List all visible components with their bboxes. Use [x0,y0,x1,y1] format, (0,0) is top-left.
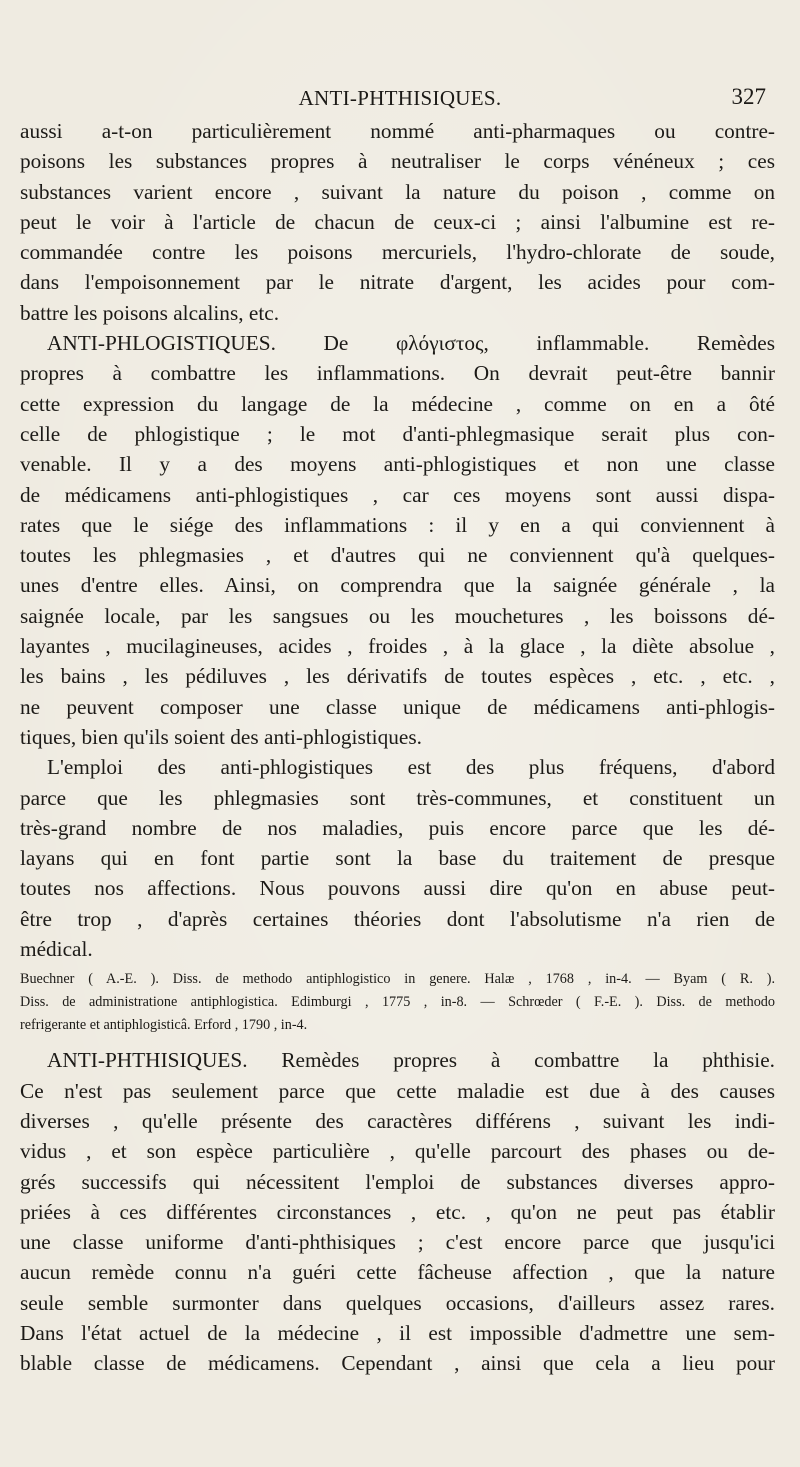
reference-line: Buechner ( A.-E. ). Diss. de methodo antiphlogistico in genere. Halæ , 1768 , in-4. — Byam ( R. ). [20,971,775,988]
entry-anti-phthisiques [20,1045,775,1378]
bibliography-references [20,968,775,1037]
page-number: 327 [731,84,766,109]
text-line: layantes , mucilagineuses, acides , froides , à la glace , la diète absolue , [20,634,775,659]
text-line: priées à ces différentes circonstances , etc. , qu'on ne peut pas établir [20,1199,775,1224]
text-line: poisons les substances propres à neutraliser le corps vénéneux ; ces [20,149,775,174]
text-line: cette expression du langage de la médecine , comme on en a ôté [20,391,775,416]
text-line: de médicamens anti-phlogistiques , car ces moyens sont aussi dispa- [20,482,775,507]
paragraph-antidotes-continued [20,116,775,328]
text-line: dans l'empoisonnement par le nitrate d'argent, les acides pour com- [20,270,775,295]
reference-line: refrigerante et antiphlogisticâ. Erford , 1790 , in-4. [20,1017,308,1034]
entry-anti-phlogistiques [20,328,775,752]
text-line: toutes les phlegmasies , et d'autres qui ne conviennent qu'à quelques- [20,543,775,568]
text-line: être trop , d'après certaines théories dont l'absolutisme n'a rien de [20,906,775,931]
text-line: les bains , les pédiluves , les dérivatifs de toutes espèces , etc. , etc. , [20,664,775,689]
text-line: layans qui en font partie sont la base du traitement de presque [20,846,775,871]
text-line: unes d'entre elles. Ainsi, on comprendra que la saignée générale , la [20,573,775,598]
text-line: substances varient encore , suivant la nature du poison , comme on [20,179,775,204]
text-line: aussi a-t-on particulièrement nommé anti-pharmaques ou contre- [20,119,775,143]
entry-heading-line: ANTI-PHLOGISTIQUES. De φλόγιστος, inflammable. Remèdes [47,331,775,356]
entry-heading-line: ANTI-PHTHISIQUES. Remèdes propres à combattre la phthisie. [47,1048,775,1073]
text-line: très-grand nombre de nos maladies, puis encore parce que les dé- [20,815,775,840]
text-line: vidus , et son espèce particulière , qu'elle parcourt des phases ou de- [20,1139,775,1164]
text-line: rates que le siége des inflammations : il y en a qui conviennent à [20,512,775,537]
text-line: toutes nos affections. Nous pouvons aussi dire qu'on en abuse peut- [20,876,775,901]
text-line: blable classe de médicamens. Cependant , ainsi que cela a lieu pour [20,1351,775,1376]
reference-line: Diss. de administratione antiphlogistica. Edimburgi , 1775 , in-8. — Schrœder ( F.-E. ). Diss. de methodo [20,994,775,1011]
paragraph-anti-phlogistiques-usage [20,752,775,964]
text-line: L'emploi des anti-phlogistiques est des plus fréquens, d'abord [47,755,775,780]
text-line: parce que les phlegmasies sont très-communes, et constituent un [20,785,775,810]
text-line: aucun remède connu n'a guéri cette fâcheuse affection , que la nature [20,1260,775,1285]
text-line: Dans l'état actuel de la médecine , il est impossible d'admettre une sem- [20,1320,775,1345]
text-line: propres à combattre les inflammations. On devrait peut-être bannir [20,361,775,386]
text-line: grés successifs qui nécessitent l'emploi de substances diverses appro- [20,1169,775,1194]
text-line: peut le voir à l'article de chacun de ceux-ci ; ainsi l'albumine est re- [20,209,775,234]
text-line: diverses , qu'elle présente des caractères différens , suivant les indi- [20,1108,775,1133]
body-text [20,116,775,1379]
text-line: seule semble surmonter dans quelques occasions, d'ailleurs assez rares. [20,1290,775,1315]
text-line: battre les poisons alcalins, etc. [20,300,280,325]
text-line: venable. Il y a des moyens anti-phlogistiques et non une classe [20,452,775,477]
text-line: une classe uniforme d'anti-phthisiques ; c'est encore parce que jusqu'ici [20,1230,775,1255]
text-line: commandée contre les poisons mercuriels, l'hydro-chlorate de soude, [20,240,775,265]
text-line: ne peuvent composer une classe unique de médicamens anti-phlogis- [20,694,775,719]
running-header [0,82,800,118]
text-line: celle de phlogistique ; le mot d'anti-phlegmasique serait plus con- [20,421,775,446]
running-title: ANTI-PHTHISIQUES. [298,86,502,110]
text-line: médical. [20,937,93,962]
text-line: tiques, bien qu'ils soient des anti-phlogistiques. [20,724,422,749]
text-line: saignée locale, par les sangsues ou les mouchetures , les boissons dé- [20,603,775,628]
text-line: Ce n'est pas seulement parce que cette maladie est due à des causes [20,1078,775,1103]
